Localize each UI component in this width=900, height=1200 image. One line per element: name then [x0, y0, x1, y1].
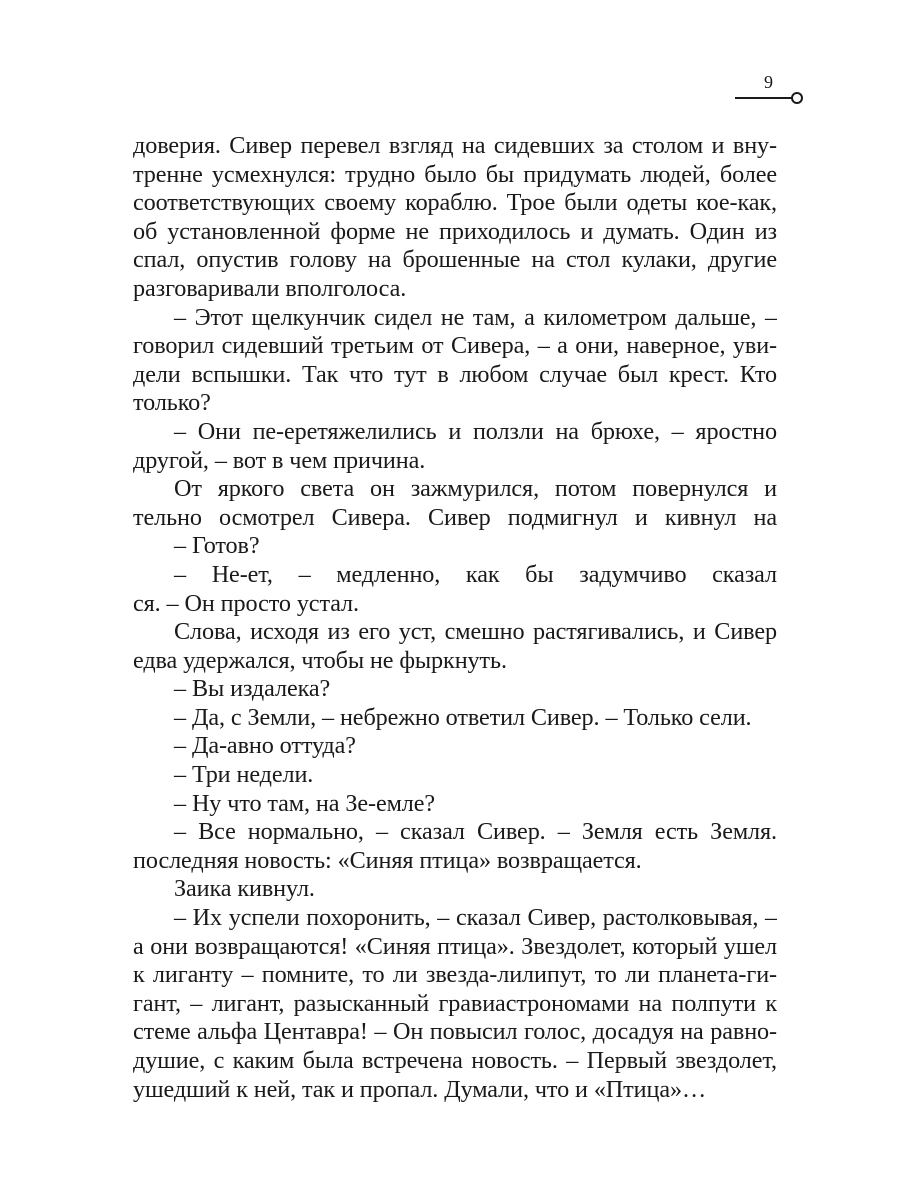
text-line: – Да-авно оттуда?: [174, 732, 356, 760]
text-line: а они возвращаются! «Синяя птица». Звездолет, который ушел: [133, 932, 777, 960]
text-line: доверия. Сивер перевел взгляд на сидевших за столом и вну-: [133, 132, 777, 159]
page-header: [735, 70, 805, 110]
text-line: только?: [133, 389, 211, 417]
text-line: ушедший к ней, так и пропал. Думали, что и «Птица»…: [133, 1075, 707, 1103]
text-line: – Да, с Земли, – небрежно ответил Сивер. – Только сели.: [174, 703, 752, 731]
text-line: говорил сидевший третьим от Сивера, – а они, наверное, уви-: [133, 332, 777, 360]
text-line: Слова, исходя из его уст, смешно растягивались, и Сивер: [174, 618, 777, 646]
text-line: другой, – вот в чем причина.: [133, 446, 426, 474]
text-line: – Этот щелкунчик сидел не там, а километром дальше, –: [174, 303, 777, 331]
text-line: к лиганту – помните, то ли звезда-лилипут, то ли планета-ги-: [133, 961, 777, 989]
text-line: гант, – лигант, разысканный гравиастрономами на полпути к: [133, 989, 777, 1017]
text-line: – Ну что там, на Зе-емле?: [174, 789, 436, 817]
text-line: тельно осмотрел Сивера. Сивер подмигнул и кивнул на: [133, 503, 777, 531]
header-rule: [735, 97, 793, 99]
header-circle-ornament: [791, 92, 803, 104]
text-line: – Не-ет, – медленно, как бы задумчиво сказал: [174, 560, 777, 588]
page-number: 9: [764, 72, 773, 92]
text-line: разговаривали вполголоса.: [133, 274, 407, 302]
text-line: об установленной форме не приходилось и думать. Один из: [133, 217, 777, 245]
text-line: душие, с каким была встречена новость. – Первый звездолет,: [133, 1047, 777, 1074]
text-line: – Вы издалека?: [174, 675, 331, 703]
text-line: спал, опустив голову на брошенные на стол кулаки, другие: [133, 246, 777, 274]
text-line: тренне усмехнулся: трудно было бы придумать людей, более: [133, 160, 777, 188]
text-line: От яркого света он зажмурился, потом повернулся и: [174, 475, 777, 503]
text-line: дели вспышки. Так что тут в любом случае был крест. Кто: [133, 360, 777, 388]
text-line: соответствующих своему кораблю. Трое были одеты кое-как,: [133, 189, 777, 217]
text-line: – Их успели похоронить, – сказал Сивер, растолковывая, –: [174, 904, 777, 932]
text-line: едва удержался, чтобы не фыркнуть.: [133, 646, 507, 674]
text-line: последняя новость: «Синяя птица» возвращается.: [133, 846, 642, 874]
text-line: – Все нормально, – сказал Сивер. – Земля есть Земля.: [174, 818, 777, 846]
text-line: стеме альфа Центавра! – Он повысил голос, досадуя на равно-: [133, 1018, 777, 1046]
text-line: ся. – Он просто устал.: [133, 589, 359, 617]
text-line: Заика кивнул.: [174, 875, 315, 903]
text-line: – Три недели.: [174, 761, 314, 789]
text-line: – Готов?: [174, 532, 260, 560]
text-line: – Они пе-еретяжелились и ползли на брюхе, – яростно: [174, 417, 777, 445]
body-text: [133, 132, 777, 1104]
